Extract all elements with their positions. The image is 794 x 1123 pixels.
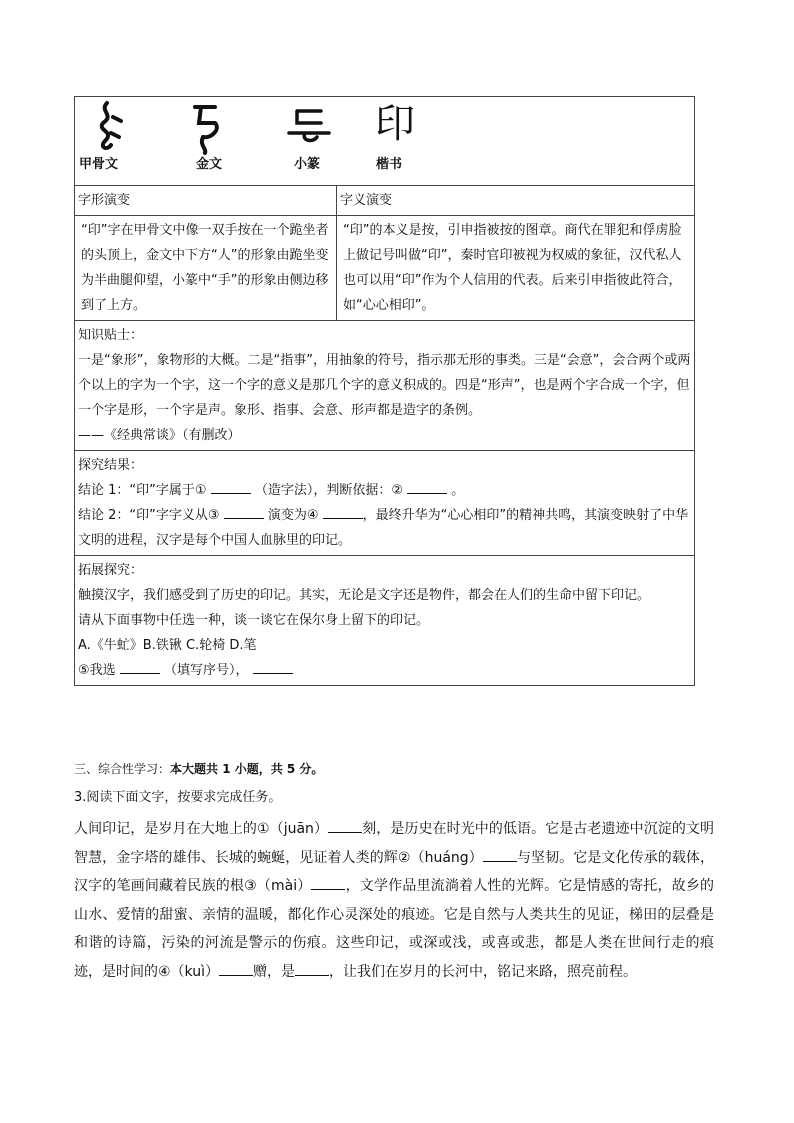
blank-2[interactable] bbox=[407, 479, 447, 494]
passage-part-3: 与坚韧。它是文化传承的载体，汉字的笔画间藏着民族的根③（mài） bbox=[74, 849, 715, 894]
label-oracle-bone: 甲骨文 bbox=[79, 157, 119, 172]
label-small-seal: 小篆 bbox=[294, 157, 321, 172]
passage-part-2: 刻，是历史在时光中的低语。它是古老遗迹中沉淀的文明智慧，金字塔的雄伟、长城的蜿蜒，见证着人类的辉②（huáng） bbox=[74, 821, 715, 866]
section-3-title bbox=[74, 759, 714, 779]
conclusion-2-mid: 演变为④ bbox=[267, 508, 319, 523]
blank-3[interactable] bbox=[224, 504, 264, 519]
question-3-passage bbox=[74, 815, 714, 986]
shape-evolution-text: “印”字在甲骨文中像一双手按在一个跪坐者的头顶上，金文中下方“人”的形象由跪坐变为半曲腿仰望，小篆中“手”的形象由侧边移到了上方。 bbox=[75, 216, 337, 321]
yin-character-table bbox=[74, 96, 695, 686]
conclusion-1-prefix: 结论 1：“印”字属于① bbox=[78, 483, 207, 498]
question-3-prompt: 3.阅读下面文字，按要求完成任务。 bbox=[74, 790, 282, 805]
passage-part-4: ，文学作品里流淌着人性的光辉。它是情感的寄托，故乡的山水、爱情的甜蜜、亲情的温暖，都化作心灵深处的痕迹。它是自然与人类共生的见证，梯田的层叠是和谐的诗篇，污染的河流是警示的伤痕。这些印记，或深或浅，或喜或悲，都是人类在世间行走的痕迹，是时间的④（kuì） bbox=[74, 878, 714, 980]
conclusion-2-prefix: 结论 2：“印”字字义从③ bbox=[78, 508, 220, 523]
knowledge-source: ——《经典常谈》（有删改） bbox=[78, 428, 241, 443]
choice-mid: （填写序号）， bbox=[163, 663, 249, 678]
options-list: A.《牛虻》B.铁锹 C.轮椅 D.笔 bbox=[78, 638, 257, 653]
bronze-glyph bbox=[195, 107, 217, 153]
knowledge-tips-cell bbox=[75, 321, 695, 451]
blank-metaphor[interactable] bbox=[295, 961, 329, 976]
extend-title: 拓展探究： bbox=[78, 563, 144, 578]
knowledge-title: 知识贴士： bbox=[78, 328, 144, 343]
meaning-evolution-header: 字义演变 bbox=[337, 186, 695, 216]
blank-4[interactable] bbox=[323, 504, 363, 519]
label-bronze: 金文 bbox=[196, 157, 223, 172]
shape-evolution-header: 字形演变 bbox=[75, 186, 337, 216]
label-regular-script: 楷书 bbox=[376, 157, 403, 172]
section-3-title-bold: 本大题共 1 小题，共 5 分。 bbox=[170, 762, 324, 776]
passage-part-1: 人间印记，是岁月在大地上的①（juān） bbox=[74, 821, 329, 837]
extend-text-2: 请从下面事物中任选一种，谈一谈它在保尔身上留下的印记。 bbox=[78, 613, 430, 628]
glyph-evolution-row bbox=[75, 97, 695, 186]
passage-part-6: ，让我们在岁月的长河中，铭记来路，照亮前程。 bbox=[329, 963, 637, 980]
oracle-bone-glyph bbox=[102, 103, 121, 148]
meaning-evolution-text: “印”的本义是按，引申指被按的图章。商代在罪犯和俘虏脸上做记号叫做“印”，秦时官印被视为权威的象征，汉代私人也可以用“印”作为个人信用的代表。后来引申指彼此符合，如“心心相印”。 bbox=[337, 216, 695, 321]
blank-huang[interactable] bbox=[483, 847, 517, 862]
choice-prefix: ⑤我选 bbox=[78, 663, 116, 678]
blank-mai[interactable] bbox=[311, 875, 345, 890]
kaishu-glyph: 印 bbox=[375, 101, 415, 147]
choice-line bbox=[78, 658, 691, 683]
extend-text-1: 触摸汉字，我们感受到了历史的印记。其实，无论是文字还是物件，都会在人们的生命中留下印记。 bbox=[78, 588, 651, 603]
conclusion-1 bbox=[78, 478, 691, 503]
passage-part-5: 赠，是 bbox=[253, 963, 295, 980]
extended-inquiry-cell bbox=[75, 556, 695, 686]
conclusion-2-end: ，最终升华为“心心相印”的精神共鸣，其演变映射了中华文明的进程，汉字是每个中国人血脉里的印记。 bbox=[78, 508, 689, 548]
inquiry-results-cell bbox=[75, 451, 695, 556]
results-title: 探究结果： bbox=[78, 458, 144, 473]
knowledge-text: 一是“象形”，象物形的大概。二是“指事”，用抽象的符号，指示那无形的事类。三是“会意”，会合两个或两个以上的字为一个字，这一个字的意义是那几个字的意义积成的。四是“形声”，也是两个字合成一个字，但一个字是形，一个字是声。象形、指事、会意、形声都是造字的条例。 bbox=[78, 353, 691, 418]
blank-5-choice[interactable] bbox=[120, 659, 160, 674]
blank-juan[interactable] bbox=[328, 818, 362, 833]
small-seal-glyph bbox=[289, 111, 329, 140]
conclusion-1-end: 。 bbox=[451, 483, 465, 498]
blank-kui[interactable] bbox=[219, 961, 253, 976]
blank-1[interactable] bbox=[211, 479, 251, 494]
conclusion-2 bbox=[78, 503, 691, 553]
section-3-title-plain: 三、综合性学习： bbox=[74, 762, 171, 776]
blank-5-answer[interactable] bbox=[253, 659, 293, 674]
conclusion-1-mid: （造字法），判断依据：② bbox=[254, 483, 403, 498]
